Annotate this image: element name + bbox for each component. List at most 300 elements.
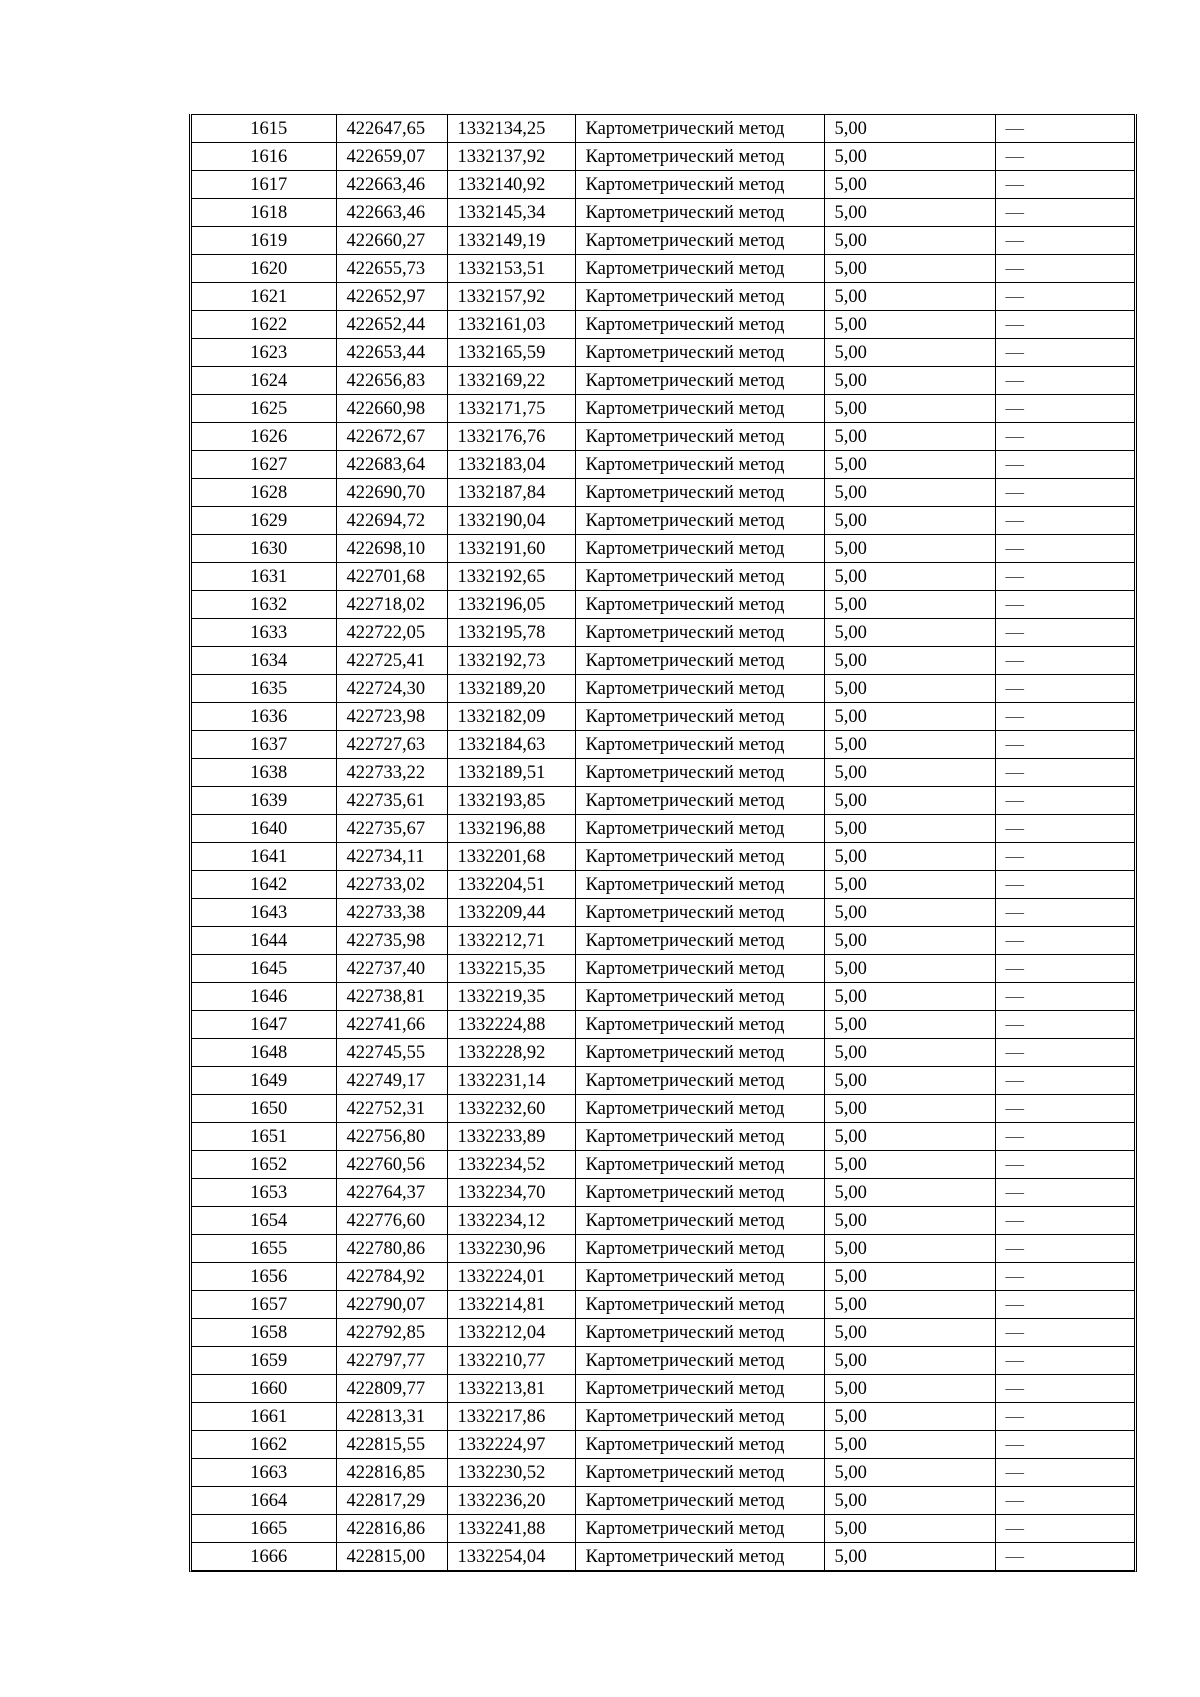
y-coordinate-cell: 1332209,44 xyxy=(447,899,575,927)
point-number-cell: 1666 xyxy=(192,1543,336,1571)
method-cell: Картометрический метод xyxy=(575,115,824,143)
point-number-cell: 1620 xyxy=(192,255,336,283)
method-cell: Картометрический метод xyxy=(575,787,824,815)
table-row xyxy=(192,423,1134,451)
table-row xyxy=(192,1067,1134,1095)
table-row xyxy=(192,927,1134,955)
point-number-cell: 1647 xyxy=(192,1011,336,1039)
table-row xyxy=(192,787,1134,815)
note-cell: — xyxy=(995,479,1134,507)
x-coordinate-cell: 422663,46 xyxy=(336,199,447,227)
table-row xyxy=(192,479,1134,507)
method-cell: Картометрический метод xyxy=(575,283,824,311)
accuracy-cell: 5,00 xyxy=(824,899,995,927)
note-cell: — xyxy=(995,731,1134,759)
x-coordinate-cell: 422694,72 xyxy=(336,507,447,535)
accuracy-cell: 5,00 xyxy=(824,703,995,731)
x-coordinate-cell: 422701,68 xyxy=(336,563,447,591)
accuracy-cell: 5,00 xyxy=(824,1487,995,1515)
table-row xyxy=(192,1291,1134,1319)
y-coordinate-cell: 1332234,12 xyxy=(447,1207,575,1235)
table-row xyxy=(192,507,1134,535)
x-coordinate-cell: 422760,56 xyxy=(336,1151,447,1179)
method-cell: Картометрический метод xyxy=(575,647,824,675)
note-cell: — xyxy=(995,1487,1134,1515)
method-cell: Картометрический метод xyxy=(575,143,824,171)
y-coordinate-cell: 1332145,34 xyxy=(447,199,575,227)
note-cell: — xyxy=(995,815,1134,843)
y-coordinate-cell: 1332233,89 xyxy=(447,1123,575,1151)
y-coordinate-cell: 1332169,22 xyxy=(447,367,575,395)
point-number-cell: 1659 xyxy=(192,1347,336,1375)
point-number-cell: 1636 xyxy=(192,703,336,731)
method-cell: Картометрический метод xyxy=(575,871,824,899)
method-cell: Картометрический метод xyxy=(575,1487,824,1515)
x-coordinate-cell: 422816,86 xyxy=(336,1515,447,1543)
x-coordinate-cell: 422660,27 xyxy=(336,227,447,255)
y-coordinate-cell: 1332212,71 xyxy=(447,927,575,955)
accuracy-cell: 5,00 xyxy=(824,143,995,171)
note-cell: — xyxy=(995,395,1134,423)
method-cell: Картометрический метод xyxy=(575,815,824,843)
method-cell: Картометрический метод xyxy=(575,255,824,283)
x-coordinate-cell: 422698,10 xyxy=(336,535,447,563)
x-coordinate-cell: 422797,77 xyxy=(336,1347,447,1375)
point-number-cell: 1661 xyxy=(192,1403,336,1431)
point-number-cell: 1644 xyxy=(192,927,336,955)
accuracy-cell: 5,00 xyxy=(824,1039,995,1067)
point-number-cell: 1640 xyxy=(192,815,336,843)
x-coordinate-cell: 422733,38 xyxy=(336,899,447,927)
table-row xyxy=(192,703,1134,731)
point-number-cell: 1664 xyxy=(192,1487,336,1515)
point-number-cell: 1624 xyxy=(192,367,336,395)
y-coordinate-cell: 1332171,75 xyxy=(447,395,575,423)
point-number-cell: 1655 xyxy=(192,1235,336,1263)
y-coordinate-cell: 1332228,92 xyxy=(447,1039,575,1067)
coordinates-table-frame xyxy=(189,114,1137,1572)
note-cell: — xyxy=(995,311,1134,339)
accuracy-cell: 5,00 xyxy=(824,1011,995,1039)
x-coordinate-cell: 422653,44 xyxy=(336,339,447,367)
y-coordinate-cell: 1332230,52 xyxy=(447,1459,575,1487)
point-number-cell: 1638 xyxy=(192,759,336,787)
x-coordinate-cell: 422652,44 xyxy=(336,311,447,339)
method-cell: Картометрический метод xyxy=(575,1375,824,1403)
table-row xyxy=(192,619,1134,647)
note-cell: — xyxy=(995,1431,1134,1459)
note-cell: — xyxy=(995,115,1134,143)
accuracy-cell: 5,00 xyxy=(824,283,995,311)
method-cell: Картометрический метод xyxy=(575,843,824,871)
y-coordinate-cell: 1332192,65 xyxy=(447,563,575,591)
y-coordinate-cell: 1332195,78 xyxy=(447,619,575,647)
note-cell: — xyxy=(995,1179,1134,1207)
accuracy-cell: 5,00 xyxy=(824,311,995,339)
y-coordinate-cell: 1332214,81 xyxy=(447,1291,575,1319)
table-row xyxy=(192,871,1134,899)
table-row xyxy=(192,955,1134,983)
table-row xyxy=(192,647,1134,675)
table-row xyxy=(192,395,1134,423)
method-cell: Картометрический метод xyxy=(575,479,824,507)
method-cell: Картометрический метод xyxy=(575,171,824,199)
table-row xyxy=(192,1543,1134,1571)
note-cell: — xyxy=(995,927,1134,955)
point-number-cell: 1615 xyxy=(192,115,336,143)
x-coordinate-cell: 422734,11 xyxy=(336,843,447,871)
method-cell: Картометрический метод xyxy=(575,451,824,479)
method-cell: Картометрический метод xyxy=(575,339,824,367)
table-row xyxy=(192,1095,1134,1123)
note-cell: — xyxy=(995,703,1134,731)
point-number-cell: 1627 xyxy=(192,451,336,479)
x-coordinate-cell: 422663,46 xyxy=(336,171,447,199)
x-coordinate-cell: 422737,40 xyxy=(336,955,447,983)
note-cell: — xyxy=(995,339,1134,367)
x-coordinate-cell: 422725,41 xyxy=(336,647,447,675)
note-cell: — xyxy=(995,619,1134,647)
y-coordinate-cell: 1332149,19 xyxy=(447,227,575,255)
point-number-cell: 1632 xyxy=(192,591,336,619)
point-number-cell: 1629 xyxy=(192,507,336,535)
note-cell: — xyxy=(995,1207,1134,1235)
x-coordinate-cell: 422784,92 xyxy=(336,1263,447,1291)
note-cell: — xyxy=(995,283,1134,311)
point-number-cell: 1631 xyxy=(192,563,336,591)
accuracy-cell: 5,00 xyxy=(824,1095,995,1123)
table-row xyxy=(192,171,1134,199)
method-cell: Картометрический метод xyxy=(575,703,824,731)
method-cell: Картометрический метод xyxy=(575,1151,824,1179)
accuracy-cell: 5,00 xyxy=(824,983,995,1011)
x-coordinate-cell: 422724,30 xyxy=(336,675,447,703)
note-cell: — xyxy=(995,535,1134,563)
method-cell: Картометрический метод xyxy=(575,1403,824,1431)
table-row xyxy=(192,255,1134,283)
note-cell: — xyxy=(995,1543,1134,1571)
accuracy-cell: 5,00 xyxy=(824,815,995,843)
method-cell: Картометрический метод xyxy=(575,955,824,983)
point-number-cell: 1642 xyxy=(192,871,336,899)
point-number-cell: 1626 xyxy=(192,423,336,451)
accuracy-cell: 5,00 xyxy=(824,1207,995,1235)
y-coordinate-cell: 1332183,04 xyxy=(447,451,575,479)
accuracy-cell: 5,00 xyxy=(824,927,995,955)
method-cell: Картометрический метод xyxy=(575,927,824,955)
accuracy-cell: 5,00 xyxy=(824,843,995,871)
x-coordinate-cell: 422764,37 xyxy=(336,1179,447,1207)
point-number-cell: 1616 xyxy=(192,143,336,171)
x-coordinate-cell: 422647,65 xyxy=(336,115,447,143)
accuracy-cell: 5,00 xyxy=(824,871,995,899)
accuracy-cell: 5,00 xyxy=(824,1067,995,1095)
note-cell: — xyxy=(995,955,1134,983)
accuracy-cell: 5,00 xyxy=(824,1543,995,1571)
y-coordinate-cell: 1332232,60 xyxy=(447,1095,575,1123)
method-cell: Картометрический метод xyxy=(575,1319,824,1347)
table-row xyxy=(192,199,1134,227)
point-number-cell: 1618 xyxy=(192,199,336,227)
table-row xyxy=(192,367,1134,395)
method-cell: Картометрический метод xyxy=(575,1207,824,1235)
method-cell: Картометрический метод xyxy=(575,1123,824,1151)
method-cell: Картометрический метод xyxy=(575,1431,824,1459)
y-coordinate-cell: 1332192,73 xyxy=(447,647,575,675)
y-coordinate-cell: 1332215,35 xyxy=(447,955,575,983)
accuracy-cell: 5,00 xyxy=(824,535,995,563)
x-coordinate-cell: 422735,61 xyxy=(336,787,447,815)
note-cell: — xyxy=(995,591,1134,619)
table-row xyxy=(192,815,1134,843)
note-cell: — xyxy=(995,983,1134,1011)
y-coordinate-cell: 1332182,09 xyxy=(447,703,575,731)
accuracy-cell: 5,00 xyxy=(824,787,995,815)
y-coordinate-cell: 1332134,25 xyxy=(447,115,575,143)
accuracy-cell: 5,00 xyxy=(824,619,995,647)
table-row xyxy=(192,143,1134,171)
method-cell: Картометрический метод xyxy=(575,675,824,703)
table-row xyxy=(192,227,1134,255)
table-row xyxy=(192,1179,1134,1207)
method-cell: Картометрический метод xyxy=(575,507,824,535)
x-coordinate-cell: 422741,66 xyxy=(336,1011,447,1039)
note-cell: — xyxy=(995,227,1134,255)
x-coordinate-cell: 422718,02 xyxy=(336,591,447,619)
note-cell: — xyxy=(995,1403,1134,1431)
note-cell: — xyxy=(995,843,1134,871)
accuracy-cell: 5,00 xyxy=(824,675,995,703)
x-coordinate-cell: 422792,85 xyxy=(336,1319,447,1347)
method-cell: Картометрический метод xyxy=(575,759,824,787)
note-cell: — xyxy=(995,1459,1134,1487)
x-coordinate-cell: 422733,02 xyxy=(336,871,447,899)
accuracy-cell: 5,00 xyxy=(824,451,995,479)
note-cell: — xyxy=(995,1123,1134,1151)
accuracy-cell: 5,00 xyxy=(824,1375,995,1403)
x-coordinate-cell: 422722,05 xyxy=(336,619,447,647)
y-coordinate-cell: 1332189,51 xyxy=(447,759,575,787)
point-number-cell: 1641 xyxy=(192,843,336,871)
point-number-cell: 1658 xyxy=(192,1319,336,1347)
method-cell: Картометрический метод xyxy=(575,1263,824,1291)
method-cell: Картометрический метод xyxy=(575,1459,824,1487)
method-cell: Картометрический метод xyxy=(575,311,824,339)
accuracy-cell: 5,00 xyxy=(824,115,995,143)
note-cell: — xyxy=(995,1347,1134,1375)
point-number-cell: 1663 xyxy=(192,1459,336,1487)
y-coordinate-cell: 1332224,01 xyxy=(447,1263,575,1291)
table-row xyxy=(192,1235,1134,1263)
point-number-cell: 1662 xyxy=(192,1431,336,1459)
point-number-cell: 1650 xyxy=(192,1095,336,1123)
table-row xyxy=(192,1263,1134,1291)
method-cell: Картометрический метод xyxy=(575,1095,824,1123)
accuracy-cell: 5,00 xyxy=(824,563,995,591)
note-cell: — xyxy=(995,451,1134,479)
note-cell: — xyxy=(995,647,1134,675)
method-cell: Картометрический метод xyxy=(575,591,824,619)
accuracy-cell: 5,00 xyxy=(824,255,995,283)
note-cell: — xyxy=(995,1039,1134,1067)
y-coordinate-cell: 1332157,92 xyxy=(447,283,575,311)
method-cell: Картометрический метод xyxy=(575,227,824,255)
accuracy-cell: 5,00 xyxy=(824,647,995,675)
method-cell: Картометрический метод xyxy=(575,423,824,451)
point-number-cell: 1619 xyxy=(192,227,336,255)
x-coordinate-cell: 422655,73 xyxy=(336,255,447,283)
method-cell: Картометрический метод xyxy=(575,731,824,759)
accuracy-cell: 5,00 xyxy=(824,1179,995,1207)
point-number-cell: 1654 xyxy=(192,1207,336,1235)
x-coordinate-cell: 422735,98 xyxy=(336,927,447,955)
table-row xyxy=(192,563,1134,591)
note-cell: — xyxy=(995,787,1134,815)
x-coordinate-cell: 422683,64 xyxy=(336,451,447,479)
y-coordinate-cell: 1332224,97 xyxy=(447,1431,575,1459)
x-coordinate-cell: 422817,29 xyxy=(336,1487,447,1515)
y-coordinate-cell: 1332210,77 xyxy=(447,1347,575,1375)
table-row xyxy=(192,1459,1134,1487)
x-coordinate-cell: 422756,80 xyxy=(336,1123,447,1151)
point-number-cell: 1635 xyxy=(192,675,336,703)
point-number-cell: 1651 xyxy=(192,1123,336,1151)
accuracy-cell: 5,00 xyxy=(824,395,995,423)
x-coordinate-cell: 422815,55 xyxy=(336,1431,447,1459)
accuracy-cell: 5,00 xyxy=(824,591,995,619)
y-coordinate-cell: 1332189,20 xyxy=(447,675,575,703)
method-cell: Картометрический метод xyxy=(575,899,824,927)
y-coordinate-cell: 1332196,05 xyxy=(447,591,575,619)
table-body xyxy=(192,115,1134,1571)
x-coordinate-cell: 422733,22 xyxy=(336,759,447,787)
table-row xyxy=(192,591,1134,619)
accuracy-cell: 5,00 xyxy=(824,1123,995,1151)
x-coordinate-cell: 422749,17 xyxy=(336,1067,447,1095)
x-coordinate-cell: 422780,86 xyxy=(336,1235,447,1263)
table-row xyxy=(192,339,1134,367)
point-number-cell: 1665 xyxy=(192,1515,336,1543)
x-coordinate-cell: 422816,85 xyxy=(336,1459,447,1487)
point-number-cell: 1652 xyxy=(192,1151,336,1179)
accuracy-cell: 5,00 xyxy=(824,731,995,759)
table-row xyxy=(192,1375,1134,1403)
table-row xyxy=(192,731,1134,759)
table-row xyxy=(192,1123,1134,1151)
x-coordinate-cell: 422727,63 xyxy=(336,731,447,759)
note-cell: — xyxy=(995,1319,1134,1347)
table-row xyxy=(192,1347,1134,1375)
x-coordinate-cell: 422723,98 xyxy=(336,703,447,731)
y-coordinate-cell: 1332176,76 xyxy=(447,423,575,451)
accuracy-cell: 5,00 xyxy=(824,1459,995,1487)
note-cell: — xyxy=(995,1515,1134,1543)
point-number-cell: 1643 xyxy=(192,899,336,927)
point-number-cell: 1634 xyxy=(192,647,336,675)
method-cell: Картометрический метод xyxy=(575,563,824,591)
accuracy-cell: 5,00 xyxy=(824,1263,995,1291)
method-cell: Картометрический метод xyxy=(575,1347,824,1375)
y-coordinate-cell: 1332196,88 xyxy=(447,815,575,843)
table-row xyxy=(192,1039,1134,1067)
accuracy-cell: 5,00 xyxy=(824,1235,995,1263)
table-row xyxy=(192,983,1134,1011)
note-cell: — xyxy=(995,1235,1134,1263)
method-cell: Картометрический метод xyxy=(575,1543,824,1571)
accuracy-cell: 5,00 xyxy=(824,1431,995,1459)
table-row xyxy=(192,1403,1134,1431)
y-coordinate-cell: 1332234,70 xyxy=(447,1179,575,1207)
x-coordinate-cell: 422690,70 xyxy=(336,479,447,507)
table-row xyxy=(192,283,1134,311)
note-cell: — xyxy=(995,563,1134,591)
note-cell: — xyxy=(995,423,1134,451)
note-cell: — xyxy=(995,255,1134,283)
point-number-cell: 1625 xyxy=(192,395,336,423)
table-row xyxy=(192,1151,1134,1179)
note-cell: — xyxy=(995,367,1134,395)
y-coordinate-cell: 1332234,52 xyxy=(447,1151,575,1179)
table-row xyxy=(192,899,1134,927)
accuracy-cell: 5,00 xyxy=(824,1319,995,1347)
table-row xyxy=(192,675,1134,703)
accuracy-cell: 5,00 xyxy=(824,1151,995,1179)
note-cell: — xyxy=(995,171,1134,199)
x-coordinate-cell: 422660,98 xyxy=(336,395,447,423)
note-cell: — xyxy=(995,1067,1134,1095)
note-cell: — xyxy=(995,1291,1134,1319)
point-number-cell: 1660 xyxy=(192,1375,336,1403)
y-coordinate-cell: 1332184,63 xyxy=(447,731,575,759)
table-row xyxy=(192,535,1134,563)
table-row xyxy=(192,1011,1134,1039)
point-number-cell: 1621 xyxy=(192,283,336,311)
note-cell: — xyxy=(995,899,1134,927)
method-cell: Картометрический метод xyxy=(575,1039,824,1067)
note-cell: — xyxy=(995,1095,1134,1123)
y-coordinate-cell: 1332201,68 xyxy=(447,843,575,871)
accuracy-cell: 5,00 xyxy=(824,955,995,983)
accuracy-cell: 5,00 xyxy=(824,423,995,451)
note-cell: — xyxy=(995,507,1134,535)
y-coordinate-cell: 1332236,20 xyxy=(447,1487,575,1515)
point-number-cell: 1628 xyxy=(192,479,336,507)
y-coordinate-cell: 1332224,88 xyxy=(447,1011,575,1039)
x-coordinate-cell: 422809,77 xyxy=(336,1375,447,1403)
note-cell: — xyxy=(995,675,1134,703)
point-number-cell: 1617 xyxy=(192,171,336,199)
accuracy-cell: 5,00 xyxy=(824,339,995,367)
y-coordinate-cell: 1332219,35 xyxy=(447,983,575,1011)
point-number-cell: 1646 xyxy=(192,983,336,1011)
method-cell: Картометрический метод xyxy=(575,1235,824,1263)
y-coordinate-cell: 1332140,92 xyxy=(447,171,575,199)
table-row xyxy=(192,451,1134,479)
accuracy-cell: 5,00 xyxy=(824,479,995,507)
y-coordinate-cell: 1332161,03 xyxy=(447,311,575,339)
x-coordinate-cell: 422815,00 xyxy=(336,1543,447,1571)
point-number-cell: 1623 xyxy=(192,339,336,367)
point-number-cell: 1633 xyxy=(192,619,336,647)
accuracy-cell: 5,00 xyxy=(824,1291,995,1319)
point-number-cell: 1637 xyxy=(192,731,336,759)
table-row xyxy=(192,843,1134,871)
accuracy-cell: 5,00 xyxy=(824,1403,995,1431)
point-number-cell: 1653 xyxy=(192,1179,336,1207)
table-row xyxy=(192,1487,1134,1515)
point-number-cell: 1645 xyxy=(192,955,336,983)
note-cell: — xyxy=(995,759,1134,787)
